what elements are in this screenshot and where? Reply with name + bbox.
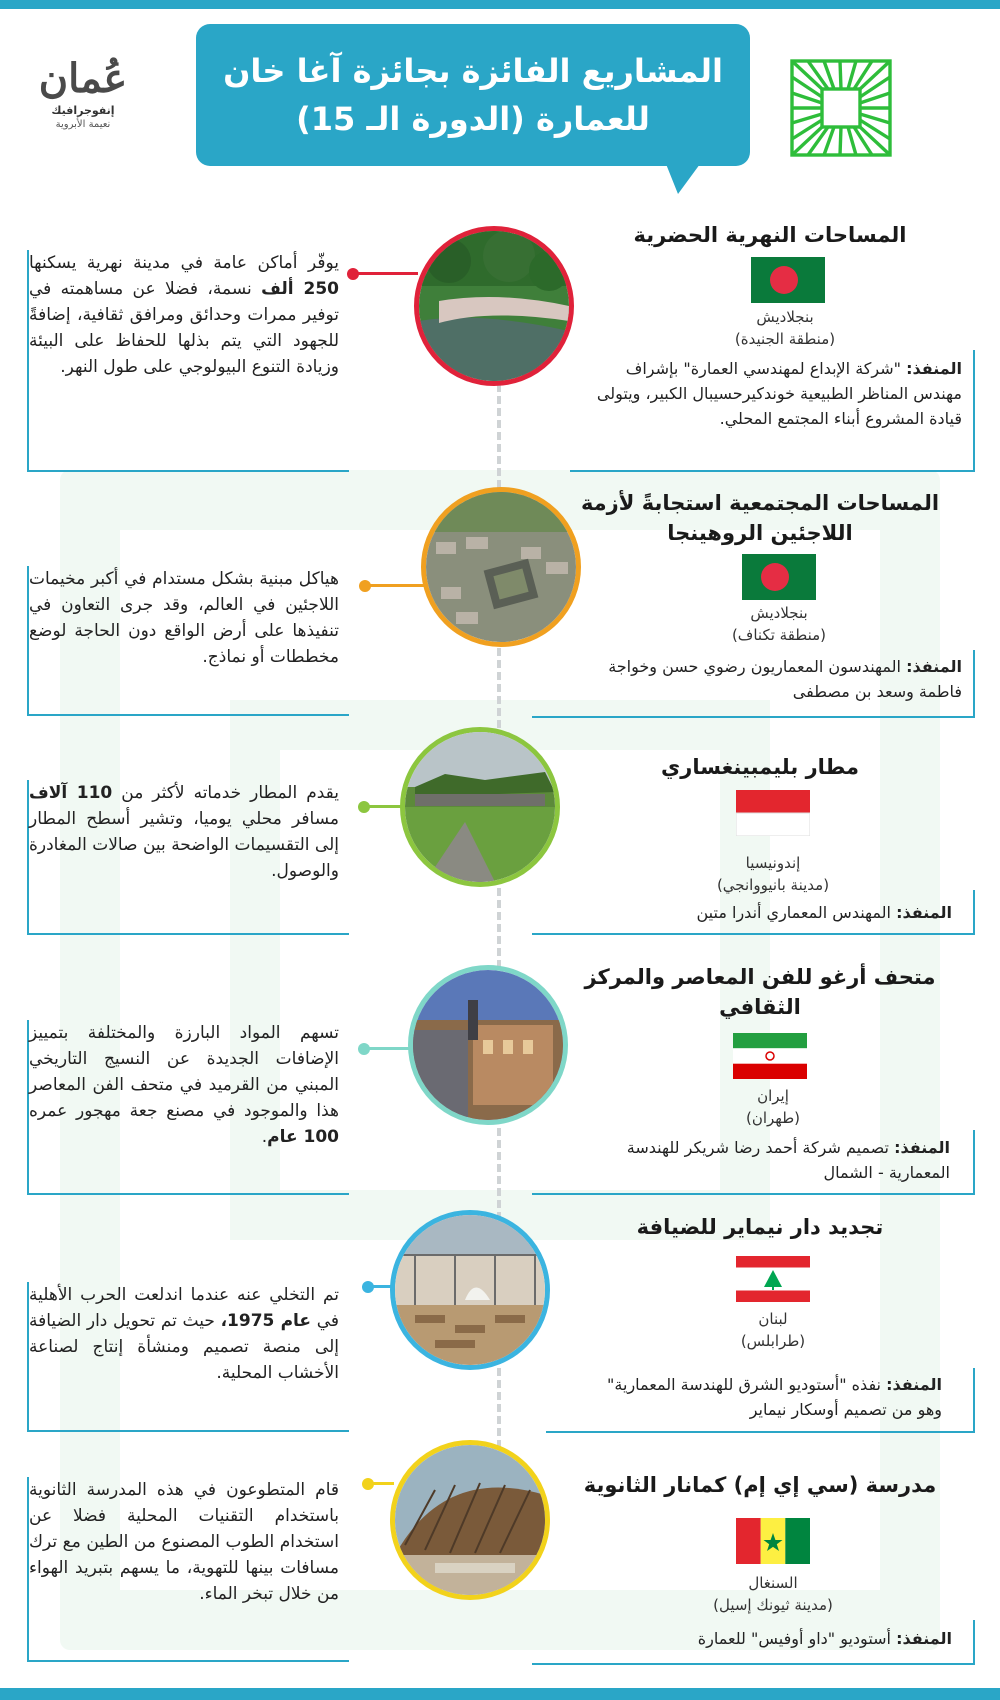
project-4-description: تسهم المواد البارزة والمختلفة بتمييز الإضافات الجديدة عن النسيج التاريخي المبني من القرميد في متحف الفن المعاصر هذا والموجود في مصنع جعة مهجور عمره 100 عام. xyxy=(27,1020,349,1195)
project-3-description: يقدم المطار خدماته لأكثر من 110 آلاف مسافر محلي يوميا، وتشير أسطح المطار إلى التقسيمات الواضحة بين صالات المغادرة والوصول. xyxy=(27,780,349,935)
designer-credit: نعيمة الأبروية xyxy=(55,119,111,130)
rohingya-camp-image xyxy=(426,492,576,642)
project-6-title: مدرسة (سي إي إم) كمانار الثانوية xyxy=(583,1473,937,1497)
project-5-title: تجديد دار نيماير للضيافة xyxy=(636,1215,884,1239)
page-title-line-1: المشاريع الفائزة بجائزة آغا خان xyxy=(223,52,723,90)
project-1-title: المساحات النهرية الحضرية xyxy=(633,223,907,247)
project-2-country: بنجلاديش (منطقة تكناف) xyxy=(731,604,827,644)
project-3-photo xyxy=(400,727,560,887)
project-6-country: السنغال (مدينة ثيونك إسيل) xyxy=(713,1574,833,1614)
oman-infographic-logo xyxy=(38,55,128,165)
project-1-executor: المنفذ: "شركة الإبداع لمهندسي العمارة" بإشراف مهندس المناظر الطبيعية خوندكيرحسيبال الكبير، ويتولى قيادة المشروع أبناء المجتمع المحلي. xyxy=(596,359,962,428)
project-5-photo xyxy=(390,1210,550,1370)
project-4-country: إيران (طهران) xyxy=(745,1087,801,1127)
logo-wordmark: عُمان xyxy=(38,55,128,102)
senegal-flag-icon xyxy=(736,1518,810,1564)
project-4-photo xyxy=(408,965,568,1125)
project-2-connector xyxy=(365,584,425,587)
project-1-photo xyxy=(414,226,574,386)
project-3-country: إندونيسيا (مدينة بانيووانجي) xyxy=(716,854,830,894)
project-6-connector xyxy=(368,1482,394,1485)
page-title-line-2: للعمارة (الدورة الـ 15) xyxy=(296,100,650,138)
aga-khan-award-logo-icon xyxy=(788,57,894,159)
bangladesh-flag-icon xyxy=(751,257,825,303)
project-3-connector xyxy=(364,805,404,808)
project-4-executor: المنفذ: تصميم شركة أحمد رضا شريكر للهندسة المعمارية - الشمال xyxy=(626,1138,950,1182)
project-1-description: يوفّر أماكن عامة في مدينة نهرية يسكنها 250 ألف نسمة، فضلا عن مساهمته في توفير ممرات وحدائق ومرافق ثقافية، إضافةً للجهود التي يتم بذلها للحفاظ على البيئة وزيادة التنوع البيولوجي على طول النهر. xyxy=(27,250,349,472)
project-2-description: هياكل مبنية بشكل مستدام في أكبر مخيمات اللاجئين في العالم، وقد جرى التعاون في تنفيذها على أرض الواقع دون الحاجة لوضع مخططات أو نماذج. xyxy=(27,566,349,716)
project-6-description: قام المتطوعون في هذه المدرسة الثانوية باستخدام التقنيات المحلية فضلا عن استخدام الطوب المصنوع من الطين مع ترك مسافات بينها للتهوية، ما يسهم بتبريد الهواء من خلال تبخر الماء. xyxy=(27,1477,349,1662)
lebanon-flag-icon xyxy=(736,1256,810,1302)
project-5-description: تم التخلي عنه عندما اندلعت الحرب الأهلية في عام 1975، حيث تم تحويل دار الضيافة إلى منصة تصميم ومنشأة إنتاج لصناعة الأخشاب المحلية. xyxy=(27,1282,349,1432)
project-2-title: المساحات المجتمعية استجابةً لأزمة اللاجئين الروهينجا xyxy=(580,491,940,545)
river-park-image xyxy=(419,231,569,381)
project-4-connector xyxy=(364,1047,412,1050)
project-2-photo xyxy=(421,487,581,647)
bangladesh-flag-icon xyxy=(742,554,816,600)
project-5-connector xyxy=(368,1285,394,1288)
project-1-connector xyxy=(353,272,418,275)
top-border-bar xyxy=(0,0,1000,9)
niemeyer-guesthouse-image xyxy=(395,1215,545,1365)
argo-museum-image xyxy=(413,970,563,1120)
project-6-photo xyxy=(390,1440,550,1600)
project-4-title: متحف أرغو للفن المعاصر والمركز الثقافي xyxy=(584,965,936,1019)
title-bubble xyxy=(196,24,750,166)
project-5-executor: المنفذ: نفذه "أستوديو الشرق للهندسة المعمارية" وهو من تصميم أوسكار نيماير xyxy=(607,1375,942,1419)
indonesia-flag-icon xyxy=(736,790,810,836)
project-5-country: لبنان (طرابلس) xyxy=(740,1310,806,1350)
project-2-executor: المنفذ: المهندسون المعماريون رضوي حسن وخواجة فاطمة وسعد بن مصطفى xyxy=(608,657,962,701)
project-1-country: بنجلاديش (منطقة الجنيدة) xyxy=(734,308,836,348)
kamanar-school-image xyxy=(395,1445,545,1595)
project-3-executor: المنفذ: المهندس المعماري أندرا متين xyxy=(696,903,952,922)
project-6-executor: المنفذ: أستوديو "داو أوفيس" للعمارة xyxy=(697,1629,952,1648)
logo-subtitle: إنفوجرافيك xyxy=(51,104,115,117)
project-3-title: مطار بليمبينغساري xyxy=(660,755,859,779)
airport-image xyxy=(405,732,555,882)
bottom-border-bar xyxy=(0,1688,1000,1700)
iran-flag-icon xyxy=(733,1033,807,1079)
